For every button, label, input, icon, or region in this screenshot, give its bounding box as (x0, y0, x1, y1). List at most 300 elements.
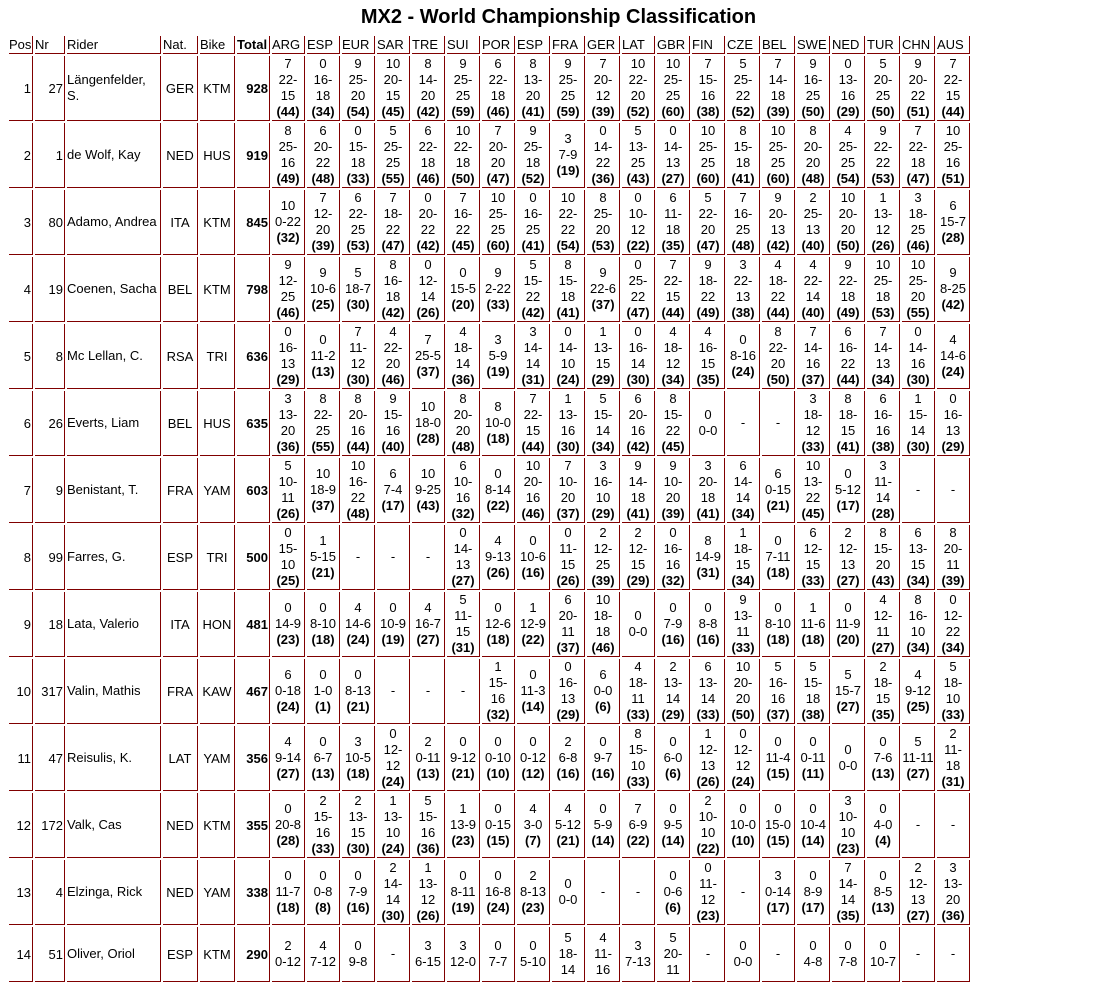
race-positions: 18-22 (768, 273, 788, 304)
cell-pos: 6 (9, 391, 33, 456)
cell-nr: 317 (35, 659, 65, 724)
race-points-sum: (54) (346, 104, 370, 119)
round-points: 0 (389, 600, 397, 615)
race-positions: 10-10 (838, 809, 858, 840)
race-points-sum: (47) (381, 238, 405, 253)
round-points: 1 (319, 533, 327, 548)
cell-round (342, 793, 375, 858)
cell-round (867, 190, 900, 255)
round-points: 0 (599, 801, 607, 816)
race-points-sum: (13) (871, 900, 895, 915)
race-positions: 16-18 (383, 273, 403, 304)
cell-round (622, 927, 655, 982)
header-round: CHN (902, 36, 935, 54)
race-points-sum: (40) (381, 439, 405, 454)
cell-round (342, 123, 375, 188)
cell-round (902, 123, 935, 188)
cell-round (447, 927, 480, 982)
table-row (9, 659, 970, 724)
race-positions: 12-0 (449, 954, 477, 969)
race-points-sum: (48) (801, 171, 825, 186)
header-round: GER (587, 36, 620, 54)
race-positions: 13-15 (908, 541, 928, 572)
round-points: 4 (949, 332, 957, 347)
round-points: 2 (389, 860, 397, 875)
round-points: 3 (459, 938, 467, 953)
race-positions: 10-4 (799, 817, 827, 832)
cell-round (517, 391, 550, 456)
race-points-sum: (22) (486, 498, 510, 513)
cell-round (342, 324, 375, 389)
race-points-sum: (42) (416, 104, 440, 119)
round-points: 0 (494, 466, 502, 481)
round-points: 6 (389, 466, 397, 481)
race-points-sum: (55) (906, 305, 930, 320)
cell-round (412, 793, 445, 858)
race-positions: 12-20 (313, 206, 333, 237)
round-points: 1 (389, 793, 397, 808)
race-points-sum: (31) (451, 640, 475, 655)
round-points: 0 (809, 868, 817, 883)
header-nat: Nat. (163, 36, 198, 54)
race-points-sum: (45) (451, 238, 475, 253)
race-positions: 14-9 (694, 549, 722, 564)
race-positions: 0-0 (558, 892, 578, 907)
cell-round (692, 659, 725, 724)
round-points: 6 (704, 659, 712, 674)
race-positions: 9-7 (593, 750, 613, 765)
race-points-sum: (34) (941, 640, 965, 655)
race-points-sum: (24) (731, 774, 755, 789)
race-points-sum: (42) (521, 305, 545, 320)
race-points-sum: (17) (836, 498, 860, 513)
race-positions: 13-14 (698, 675, 718, 706)
round-points: 0 (459, 868, 467, 883)
race-points-sum: (18) (346, 766, 370, 781)
cell-nat: BEL (163, 391, 198, 456)
race-positions: 16-18 (313, 72, 333, 103)
cell-round (797, 458, 830, 523)
race-points-sum: (36) (591, 171, 615, 186)
cell-round (412, 391, 445, 456)
round-points: 8 (844, 391, 852, 406)
cell-round (482, 391, 515, 456)
round-points: 6 (634, 391, 642, 406)
cell-round (342, 458, 375, 523)
race-points-sum: (37) (416, 364, 440, 379)
race-positions: 7-6 (873, 750, 893, 765)
race-points-sum: (45) (801, 506, 825, 521)
cell-total: 845 (237, 190, 270, 255)
race-positions: 25-5 (414, 348, 442, 363)
race-points-sum: (18) (311, 632, 335, 647)
cell-round (552, 123, 585, 188)
cell-round (622, 458, 655, 523)
table-row (9, 793, 970, 858)
round-points: 0 (879, 868, 887, 883)
round-points: 5 (809, 659, 817, 674)
round-points: 7 (424, 332, 432, 347)
race-positions: 25-25 (558, 72, 578, 103)
round-points: 0 (284, 324, 292, 339)
cell-round (447, 592, 480, 657)
race-positions: 22-15 (943, 72, 963, 103)
race-positions: 16-22 (453, 206, 473, 237)
race-points-sum: (46) (276, 305, 300, 320)
cell-rider: Reisulis, K. (67, 726, 161, 791)
race-points-sum: (44) (346, 439, 370, 454)
round-points: 0 (564, 876, 572, 891)
race-points-sum: (33) (801, 573, 825, 588)
cell-pos: 11 (9, 726, 33, 791)
race-points-sum: (15) (766, 766, 790, 781)
cell-round (727, 257, 760, 322)
race-positions: 18-15 (873, 675, 893, 706)
round-points: 10 (525, 458, 541, 473)
race-points-sum: (39) (311, 238, 335, 253)
round-points: 5 (914, 734, 922, 749)
round-points: 0 (949, 592, 957, 607)
cell-round (482, 123, 515, 188)
no-result: - (635, 884, 641, 899)
cell-nat: NED (163, 123, 198, 188)
round-points: 8 (669, 391, 677, 406)
race-points-sum: (60) (766, 171, 790, 186)
round-points: 3 (529, 324, 537, 339)
race-points-sum: (44) (521, 439, 545, 454)
cell-round (622, 726, 655, 791)
race-positions: 18-22 (383, 206, 403, 237)
cell-round (272, 592, 305, 657)
race-positions: 22-25 (348, 206, 368, 237)
race-points-sum: (50) (731, 707, 755, 722)
race-points-sum: (27) (906, 908, 930, 923)
round-points: 9 (774, 190, 782, 205)
race-positions: 20-16 (348, 407, 368, 438)
race-positions: 9-13 (484, 549, 512, 564)
cell-nr: 9 (35, 458, 65, 523)
round-points: 5 (284, 458, 292, 473)
round-points: 2 (354, 793, 362, 808)
race-positions: 11-16 (594, 946, 612, 977)
race-points-sum: (38) (731, 305, 755, 320)
cell-bike: HUS (200, 123, 235, 188)
round-points: 3 (634, 938, 642, 953)
cell-round (587, 123, 620, 188)
race-positions: 16-10 (593, 474, 613, 505)
race-positions: 9-12 (449, 750, 477, 765)
round-points: 0 (879, 801, 887, 816)
cell-round (272, 123, 305, 188)
classification-table (7, 34, 972, 984)
race-positions: 12-15 (803, 541, 823, 572)
race-positions: 12-22 (943, 608, 963, 639)
race-points-sum: (24) (941, 364, 965, 379)
round-points: 0 (494, 600, 502, 615)
race-positions: 18-18 (593, 608, 613, 639)
race-positions: 10-9 (379, 616, 407, 631)
round-points: 7 (564, 458, 572, 473)
cell-round (797, 257, 830, 322)
cell-round (937, 592, 970, 657)
cell-round (552, 190, 585, 255)
round-points: 8 (284, 123, 292, 138)
race-points-sum: (42) (941, 297, 965, 312)
race-points-sum: (19) (381, 632, 405, 647)
round-points: 4 (669, 324, 677, 339)
race-positions: 8-16 (729, 348, 757, 363)
race-positions: 18-15 (838, 407, 858, 438)
race-points-sum: (11) (801, 766, 825, 781)
round-points: 4 (914, 667, 922, 682)
cell-round (902, 324, 935, 389)
race-points-sum: (49) (696, 305, 720, 320)
round-points: 0 (844, 600, 852, 615)
race-positions: 20-11 (663, 946, 683, 977)
round-points: 0 (634, 257, 642, 272)
round-points: 5 (704, 190, 712, 205)
race-points-sum: (27) (416, 632, 440, 647)
cell-round (447, 257, 480, 322)
race-points-sum: (29) (836, 104, 860, 119)
no-result: - (915, 817, 921, 832)
race-points-sum: (16) (521, 565, 545, 580)
round-points: 8 (424, 56, 432, 71)
race-positions: 9-25 (414, 482, 442, 497)
race-positions: 18-25 (908, 206, 928, 237)
race-positions: 25-20 (908, 273, 928, 304)
round-points: 8 (774, 324, 782, 339)
no-result: - (775, 415, 781, 430)
cell-round (692, 190, 725, 255)
cell-round (587, 927, 620, 982)
round-points: 0 (879, 734, 887, 749)
race-positions: 14-18 (628, 474, 648, 505)
race-positions: 11-18 (944, 742, 962, 773)
race-points-sum: (38) (696, 104, 720, 119)
cell-round (342, 927, 375, 982)
no-result: - (460, 683, 466, 698)
race-positions: 11-15 (454, 608, 472, 639)
race-positions: 6-0 (663, 750, 683, 765)
round-points: 4 (634, 659, 642, 674)
race-points-sum: (24) (486, 900, 510, 915)
race-points-sum: (54) (556, 238, 580, 253)
cell-round (587, 525, 620, 590)
race-points-sum: (24) (731, 364, 755, 379)
table-row (9, 324, 970, 389)
cell-pos: 13 (9, 860, 33, 925)
cell-round (307, 458, 340, 523)
round-points: 9 (284, 257, 292, 272)
race-positions: 15-22 (663, 407, 683, 438)
race-points-sum: (41) (556, 305, 580, 320)
cell-round (272, 324, 305, 389)
race-positions: 13-20 (943, 876, 963, 907)
table-body (9, 56, 970, 982)
round-points: 0 (529, 190, 537, 205)
no-result: - (915, 482, 921, 497)
round-points: 0 (284, 600, 292, 615)
race-points-sum: (42) (381, 305, 405, 320)
race-positions: 18-10 (943, 675, 963, 706)
race-points-sum: (14) (801, 833, 825, 848)
cell-round (727, 726, 760, 791)
round-points: 9 (844, 257, 852, 272)
round-points: 3 (704, 458, 712, 473)
cell-total: 355 (237, 793, 270, 858)
race-positions: 14-9 (274, 616, 302, 631)
race-points-sum: (29) (276, 372, 300, 387)
race-positions: 0-15 (764, 482, 792, 497)
race-positions: 16-25 (523, 206, 543, 237)
header-round: ARG (272, 36, 305, 54)
race-points-sum: (33) (346, 171, 370, 186)
cell-round (517, 525, 550, 590)
cell-round (902, 525, 935, 590)
cell-round (552, 927, 585, 982)
race-points-sum: (41) (521, 104, 545, 119)
race-positions: 16-16 (663, 541, 683, 572)
cell-round (727, 592, 760, 657)
round-points: 5 (564, 930, 572, 945)
cell-round (552, 726, 585, 791)
round-points: 0 (634, 608, 642, 623)
cell-round (937, 190, 970, 255)
cell-round (937, 324, 970, 389)
race-positions: 4-8 (803, 954, 823, 969)
no-result: - (740, 415, 746, 430)
race-positions: 15-7 (834, 683, 862, 698)
race-points-sum: (32) (276, 230, 300, 245)
race-positions: 9-14 (274, 750, 302, 765)
cell-round (587, 458, 620, 523)
race-points-sum: (39) (591, 573, 615, 588)
header-round: TUR (867, 36, 900, 54)
round-points: 2 (634, 525, 642, 540)
round-points: 6 (774, 466, 782, 481)
round-points: 9 (949, 265, 957, 280)
race-points-sum: (30) (346, 841, 370, 856)
race-positions: 12-9 (519, 616, 547, 631)
round-points: 10 (315, 466, 331, 481)
cell-round (342, 860, 375, 925)
race-positions: 22-18 (838, 273, 858, 304)
race-positions: 14-6 (939, 348, 967, 363)
no-result: - (425, 549, 431, 564)
cell-total: 798 (237, 257, 270, 322)
cell-bike: YAM (200, 726, 235, 791)
race-points-sum: (37) (766, 707, 790, 722)
round-points: 0 (809, 734, 817, 749)
race-positions: 18-12 (663, 340, 683, 371)
cell-round (622, 659, 655, 724)
round-points: 4 (389, 324, 397, 339)
race-points-sum: (40) (801, 238, 825, 253)
cell-round (692, 458, 725, 523)
round-points: 8 (564, 257, 572, 272)
race-positions: 11-12 (699, 876, 717, 907)
cell-round (622, 860, 655, 925)
cell-round (482, 592, 515, 657)
cell-total: 635 (237, 391, 270, 456)
race-positions: 8-10 (309, 616, 337, 631)
race-positions: 15-0 (764, 817, 792, 832)
cell-round (272, 927, 305, 982)
round-points: 7 (669, 257, 677, 272)
cell-pos: 5 (9, 324, 33, 389)
race-points-sum: (16) (661, 632, 685, 647)
cell-round (272, 525, 305, 590)
race-positions: 22-25 (313, 407, 333, 438)
race-positions: 25-16 (278, 139, 298, 170)
round-points: 0 (634, 324, 642, 339)
race-positions: 20-20 (733, 675, 753, 706)
cell-bike: YAM (200, 458, 235, 523)
race-positions: 10-0 (729, 817, 757, 832)
cell-round (762, 525, 795, 590)
race-points-sum: (33) (626, 707, 650, 722)
race-points-sum: (53) (346, 238, 370, 253)
cell-total: 500 (237, 525, 270, 590)
race-points-sum: (16) (556, 766, 580, 781)
cell-round (517, 324, 550, 389)
round-points: 7 (844, 860, 852, 875)
race-positions: 7-9 (348, 884, 368, 899)
cell-round (937, 659, 970, 724)
header-round: SWE (797, 36, 830, 54)
race-positions: 18-7 (344, 281, 372, 296)
round-points: 4 (459, 324, 467, 339)
cell-round (552, 793, 585, 858)
round-points: 9 (879, 123, 887, 138)
race-positions: 9-8 (348, 954, 368, 969)
cell-round (937, 793, 970, 858)
cell-bike: TRI (200, 525, 235, 590)
cell-bike: HON (200, 592, 235, 657)
round-points: 8 (704, 533, 712, 548)
race-positions: 13-15 (348, 809, 368, 840)
race-points-sum: (39) (766, 104, 790, 119)
race-positions: 7-4 (383, 482, 403, 497)
cell-round (692, 726, 725, 791)
cell-nr: 172 (35, 793, 65, 858)
cell-round (377, 927, 410, 982)
race-positions: 20-16 (523, 474, 543, 505)
cell-pos: 14 (9, 927, 33, 982)
race-positions: 16-13 (943, 407, 963, 438)
race-positions: 15-14 (908, 407, 928, 438)
round-points: 0 (319, 600, 327, 615)
cell-round (307, 324, 340, 389)
race-positions: 15-7 (939, 214, 967, 229)
cell-round (412, 726, 445, 791)
cell-round (517, 190, 550, 255)
cell-round (307, 860, 340, 925)
cell-round (377, 659, 410, 724)
race-positions: 11-6 (800, 616, 826, 631)
round-points: 8 (879, 525, 887, 540)
cell-round (587, 659, 620, 724)
race-points-sum: (27) (276, 766, 300, 781)
race-points-sum: (34) (311, 104, 335, 119)
round-points: 3 (739, 257, 747, 272)
no-result: - (705, 946, 711, 961)
cell-round (482, 324, 515, 389)
cell-round (867, 860, 900, 925)
round-points: 8 (389, 257, 397, 272)
race-points-sum: (17) (381, 498, 405, 513)
